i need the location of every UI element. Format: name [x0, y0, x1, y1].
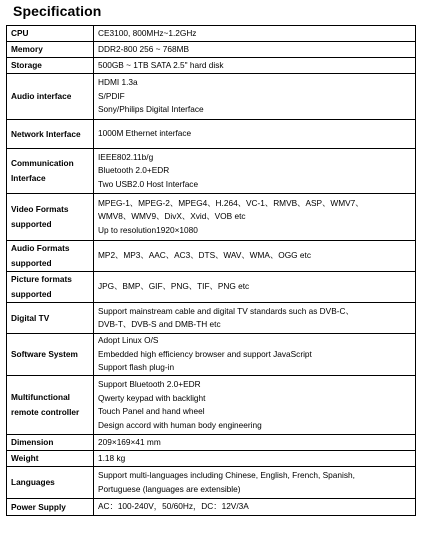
page-title: Specification	[13, 3, 102, 19]
spec-label: Dimension	[7, 435, 94, 451]
spec-value-line: S/PDIF	[98, 90, 125, 101]
spec-row	[7, 26, 416, 42]
spec-row	[7, 120, 416, 149]
spec-value-line: DVB-T、DVB-S and DMB-TH etc	[98, 319, 221, 329]
spec-value	[94, 74, 416, 120]
spec-label: Video Formats supported	[7, 194, 94, 241]
spec-value-line: DDR2-800 256 ~ 768MB	[98, 43, 190, 54]
spec-value-line: Touch Panel and hand wheel	[98, 406, 205, 416]
spec-value-line: 1.18 kg	[98, 452, 126, 463]
spec-row	[7, 272, 416, 303]
spec-label: Audio interface	[7, 74, 94, 120]
spec-value-line: Embedded high efficiency browser and support JavaScript	[98, 348, 312, 359]
spec-value-line: HDMI 1.3a	[98, 77, 138, 88]
spec-value-line: JPG、BMP、GIF、PNG、TIF、PNG etc	[98, 281, 250, 292]
spec-row	[7, 451, 416, 467]
spec-value	[94, 194, 416, 241]
spec-value	[94, 376, 416, 435]
spec-value	[94, 42, 416, 58]
spec-value	[94, 303, 416, 334]
spec-value-line: Design accord with human body engineering	[98, 419, 262, 430]
spec-row	[7, 435, 416, 451]
spec-label: Multifunctional remote controller	[7, 376, 94, 435]
spec-value-line: Support Bluetooth 2.0+EDR	[98, 379, 201, 389]
spec-value-line: Support multi-languages including Chinese, English, French, Spanish,	[98, 470, 355, 480]
spec-label: Storage	[7, 58, 94, 74]
spec-value-line: Support mainstream cable and digital TV standards such as DVB-C、	[98, 305, 354, 316]
spec-value-line: Two USB2.0 Host Interface	[98, 178, 199, 189]
spec-label: CPU	[7, 26, 94, 42]
spec-row	[7, 194, 416, 241]
spec-label: Weight	[7, 451, 94, 467]
spec-row	[7, 241, 416, 272]
spec-row	[7, 467, 416, 499]
spec-value	[94, 120, 416, 149]
spec-row	[7, 58, 416, 74]
spec-label: Digital TV	[7, 303, 94, 334]
spec-value-line: CE3100, 800MHz~1.2GHz	[98, 27, 197, 38]
spec-value	[94, 26, 416, 42]
spec-row	[7, 303, 416, 334]
spec-value-line: 1000M Ethernet interface	[98, 128, 192, 139]
spec-value	[94, 272, 416, 303]
spec-value	[94, 451, 416, 467]
spec-value-line: IEEE802.11b/g	[98, 151, 154, 162]
spec-row	[7, 376, 416, 435]
spec-value	[94, 467, 416, 499]
spec-value-line: Sony/Philips Digital Interface	[98, 104, 204, 115]
spec-value-line: AC：100-240V，50/60Hz，DC：12V/3A	[98, 501, 249, 512]
specification-table	[6, 25, 416, 516]
spec-value	[94, 241, 416, 272]
spec-value	[94, 334, 416, 376]
spec-row	[7, 149, 416, 194]
spec-label: Picture formats supported	[7, 272, 94, 303]
spec-value-line: Adopt Linux O/S	[98, 335, 159, 346]
spec-label: Memory	[7, 42, 94, 58]
spec-value-line: Qwerty keypad with backlight	[98, 392, 206, 403]
spec-label: Power Supply	[7, 499, 94, 516]
spec-label: Audio Formats supported	[7, 241, 94, 272]
spec-value	[94, 149, 416, 194]
spec-value-line: Support flash plug-in	[98, 362, 175, 373]
spec-value	[94, 499, 416, 516]
spec-row	[7, 74, 416, 120]
spec-value-line: MP2、MP3、AAC、AC3、DTS、WAV、WMA、OGG etc	[98, 250, 311, 261]
spec-value-line: MPEG-1、MPEG-2、MPEG4、H.264、VC-1、RMVB、ASP、WMV7、	[98, 197, 364, 208]
spec-value	[94, 435, 416, 451]
spec-label: Software System	[7, 334, 94, 376]
specification-table-body	[7, 26, 416, 516]
spec-label: Network Interface	[7, 120, 94, 149]
spec-value-line: 209×169×41 mm	[98, 436, 161, 447]
spec-value-line: Bluetooth 2.0+EDR	[98, 165, 170, 176]
spec-label: Languages	[7, 467, 94, 499]
spec-value	[94, 58, 416, 74]
spec-value-line: Up to resolution1920×1080	[98, 224, 198, 235]
spec-row	[7, 334, 416, 376]
spec-value-line: Portuguese (languages are extensible)	[98, 483, 241, 494]
spec-row	[7, 499, 416, 516]
spec-value-line: 500GB ~ 1TB SATA 2.5" hard disk	[98, 59, 224, 70]
spec-label: Communication Interface	[7, 149, 94, 194]
spec-value-line: WMV8、WMV9、DivX、Xvid、VOB etc	[98, 211, 246, 222]
spec-row	[7, 42, 416, 58]
